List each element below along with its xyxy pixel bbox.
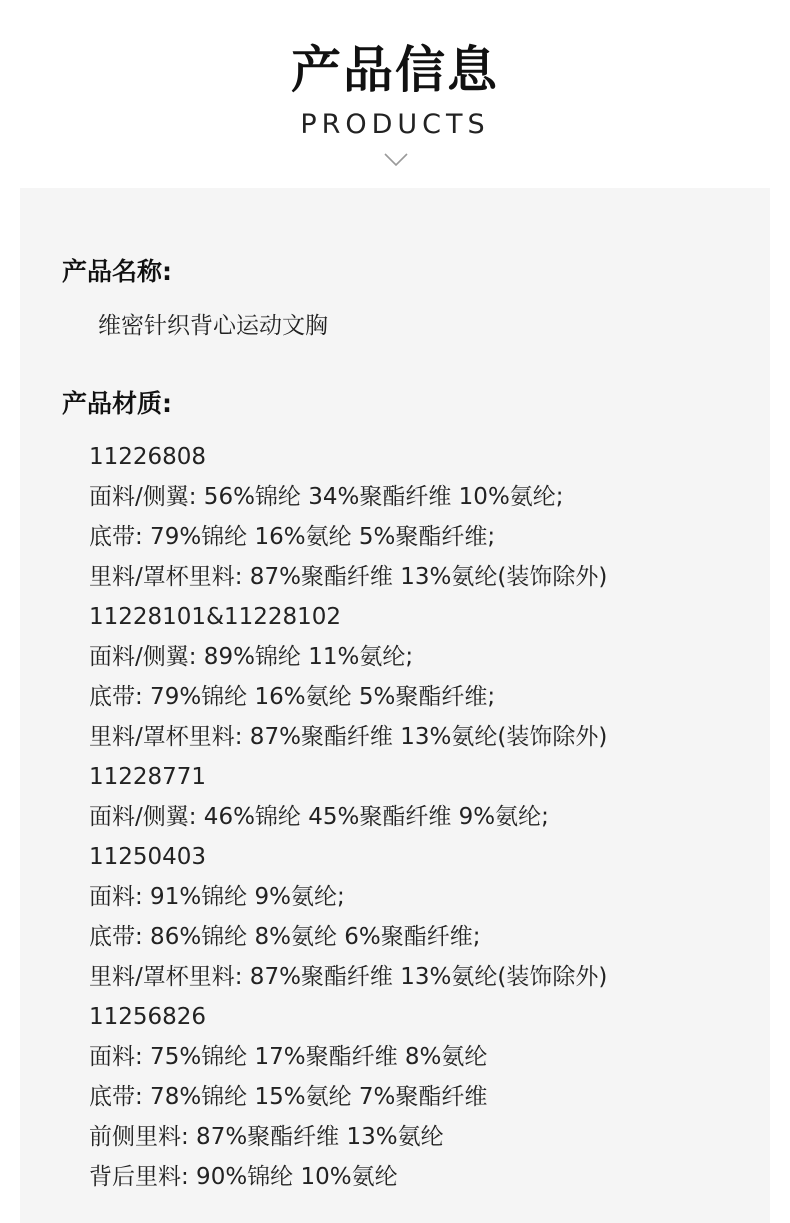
material-line: 11226808 <box>89 444 207 470</box>
material-line: 11228101&11228102 <box>89 604 342 630</box>
material-line: 底带: 78%锦纶 15%氨纶 7%聚酯纤维 <box>89 1084 488 1110</box>
material-line: 面料: 75%锦纶 17%聚酯纤维 8%氨纶 <box>89 1044 488 1070</box>
page-subtitle: PRODUCTS <box>300 109 490 140</box>
page-title: 产品信息 <box>291 41 499 99</box>
material-line: 底带: 79%锦纶 16%氨纶 5%聚酯纤维; <box>89 524 496 550</box>
material-line: 里料/罩杯里料: 87%聚酯纤维 13%氨纶(装饰除外) <box>89 724 608 750</box>
product-name-value: 维密针织背心运动文胸 <box>98 313 328 339</box>
product-name-label: 产品名称: <box>62 257 172 286</box>
material-line: 里料/罩杯里料: 87%聚酯纤维 13%氨纶(装饰除外) <box>89 964 608 990</box>
page-header <box>0 0 790 188</box>
product-material-label: 产品材质: <box>62 389 172 418</box>
material-line: 11256826 <box>89 1004 207 1030</box>
material-line: 底带: 79%锦纶 16%氨纶 5%聚酯纤维; <box>89 684 496 710</box>
material-line: 底带: 86%锦纶 8%氨纶 6%聚酯纤维; <box>89 924 481 950</box>
material-list <box>89 439 607 1199</box>
material-line: 前侧里料: 87%聚酯纤维 13%氨纶 <box>89 1124 444 1150</box>
material-line: 面料/侧翼: 89%锦纶 11%氨纶; <box>89 644 414 670</box>
material-line: 11228771 <box>89 764 207 790</box>
chevron-down-icon <box>383 152 409 168</box>
material-line: 背后里料: 90%锦纶 10%氨纶 <box>89 1164 398 1190</box>
material-line: 面料: 91%锦纶 9%氨纶; <box>89 884 345 910</box>
material-line: 面料/侧翼: 56%锦纶 34%聚酯纤维 10%氨纶; <box>89 484 564 510</box>
material-line: 面料/侧翼: 46%锦纶 45%聚酯纤维 9%氨纶; <box>89 804 549 830</box>
material-line: 11250403 <box>89 844 207 870</box>
product-info-panel <box>20 188 770 1223</box>
material-line: 里料/罩杯里料: 87%聚酯纤维 13%氨纶(装饰除外) <box>89 564 608 590</box>
